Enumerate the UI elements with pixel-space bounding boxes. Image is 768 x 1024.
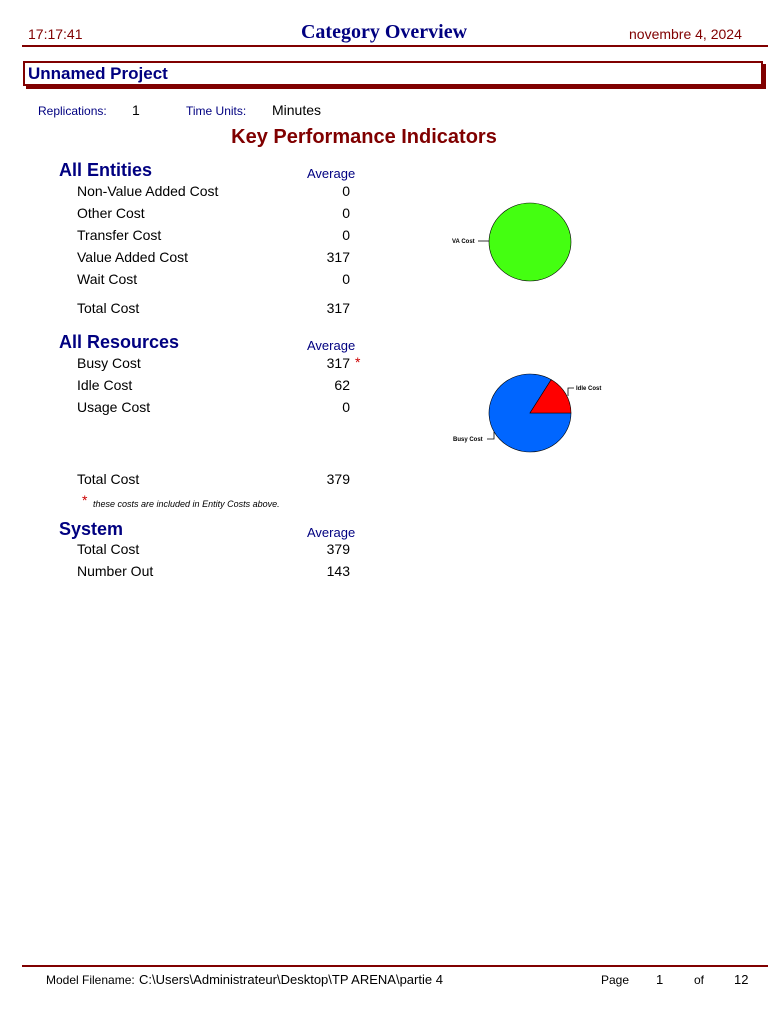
resource-total-value: 379 bbox=[326, 471, 350, 487]
page-total: 12 bbox=[734, 972, 749, 987]
resource-total-label: Total Cost bbox=[77, 471, 140, 487]
model-filename-path: C:\Users\Administrateur\Desktop\TP ARENA\partie 4 bbox=[139, 972, 443, 987]
report-time: 17:17:41 bbox=[28, 26, 83, 42]
project-name: Unnamed Project bbox=[28, 64, 168, 83]
entity-row-value: 317 bbox=[326, 249, 350, 265]
entity-row-label: Other Cost bbox=[77, 205, 145, 221]
system-row-label: Total Cost bbox=[77, 541, 140, 557]
idle-cost-label: Idle Cost bbox=[576, 386, 602, 392]
entity-row-value: 0 bbox=[342, 271, 350, 287]
system-row-label: Number Out bbox=[77, 563, 154, 579]
busy-cost-footnote-mark: * bbox=[355, 354, 361, 370]
entity-row-label: Transfer Cost bbox=[77, 227, 162, 243]
va-cost-label: VA Cost bbox=[452, 239, 475, 245]
model-filename-label: Model Filename: bbox=[46, 973, 135, 987]
resources-average-header: Average bbox=[307, 338, 356, 353]
header-divider bbox=[22, 45, 768, 47]
entity-cost-pie-chart bbox=[440, 195, 590, 290]
entities-section-title: All Entities bbox=[59, 160, 153, 180]
resource-cost-pie-chart bbox=[440, 367, 615, 462]
pie-slice-va-cost bbox=[489, 203, 571, 281]
entity-total-value: 317 bbox=[326, 300, 350, 316]
time-units-label: Time Units: bbox=[186, 104, 247, 118]
system-average-header: Average bbox=[307, 525, 356, 540]
kpi-title: Key Performance Indicators bbox=[231, 126, 497, 148]
busy-cost-leader-line bbox=[487, 432, 494, 439]
footnote-text: these costs are included in Entity Costs above. bbox=[93, 499, 280, 509]
footnote-mark: * bbox=[82, 492, 88, 508]
replications-value: 1 bbox=[132, 102, 140, 118]
entity-row-label: Non-Value Added Cost bbox=[77, 183, 219, 199]
resource-row-value: 317 bbox=[326, 355, 350, 371]
resource-row-value: 0 bbox=[342, 399, 350, 415]
entity-row-value: 0 bbox=[342, 205, 350, 221]
page-label: Page bbox=[601, 973, 630, 987]
resource-row-label: Idle Cost bbox=[77, 377, 133, 393]
page-number: 1 bbox=[656, 972, 664, 987]
report-title: Category Overview bbox=[300, 21, 468, 43]
project-banner bbox=[23, 61, 763, 86]
resource-row-value: 62 bbox=[334, 377, 350, 393]
entity-row-value: 0 bbox=[342, 227, 350, 243]
system-section-title: System bbox=[59, 519, 124, 539]
idle-cost-leader-line bbox=[568, 388, 574, 396]
report-date: novembre 4, 2024 bbox=[629, 26, 742, 42]
entity-row-label: Wait Cost bbox=[77, 271, 138, 287]
resource-row-label: Busy Cost bbox=[77, 355, 141, 371]
entity-row-label: Value Added Cost bbox=[77, 249, 189, 265]
replications-label: Replications: bbox=[38, 104, 107, 118]
resources-section-title: All Resources bbox=[59, 332, 180, 352]
entity-total-label: Total Cost bbox=[77, 300, 140, 316]
time-units-value: Minutes bbox=[272, 102, 322, 118]
entities-average-header: Average bbox=[307, 166, 356, 181]
busy-cost-label: Busy Cost bbox=[453, 437, 483, 443]
system-row-value: 143 bbox=[326, 563, 350, 579]
page-of-label: of bbox=[694, 973, 705, 987]
resource-row-label: Usage Cost bbox=[77, 399, 151, 415]
entity-row-value: 0 bbox=[342, 183, 350, 199]
footer-divider bbox=[22, 965, 768, 967]
system-row-value: 379 bbox=[326, 541, 350, 557]
